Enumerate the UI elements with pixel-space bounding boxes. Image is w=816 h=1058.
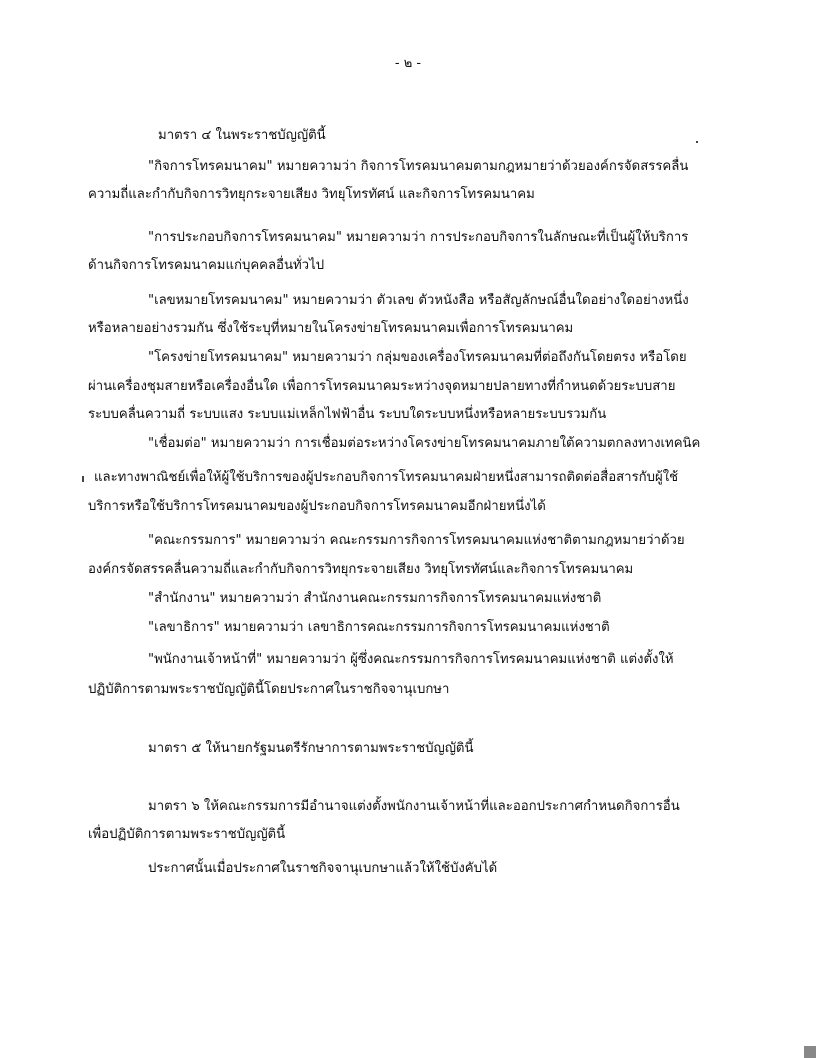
definition-telecom-operation-cont: ด้านกิจการโทรคมนาคมแก่บุคคลอื่นทั่วไป [88,258,325,273]
section-6-paragraph-2: ประกาศนั้นเมื่อประกาศในราชกิจจานุเบกษาแล้วให้ใช้บังคับได้ [148,861,498,876]
definition-telecom-network-cont2: ระบบคลื่นความถี่ ระบบแสง ระบบแม่เหล็กไฟฟ้าอื่น ระบบใดระบบหนึ่งหรือหลายระบบรวมกัน [88,407,607,422]
section-6: มาตรา ๖ ให้คณะกรรมการมีอำนาจแต่งตั้งพนักงานเจ้าหน้าที่และออกประกาศกำหนดกิจการอื่น [148,799,680,814]
section-5: มาตรา ๕ ให้นายกรัฐมนตรีรักษาการตามพระราชบัญญัตินี้ [148,741,474,756]
section-6-cont: เพื่อปฏิบัติการตามพระราชบัญญัตินี้ [88,827,286,842]
scan-edge-mark [804,1046,816,1058]
definition-competent-official-cont: ปฏิบัติการตามพระราชบัญญัตินี้โดยประกาศในราชกิจจานุเบกษา [88,682,450,697]
definition-office: "สำนักงาน" หมายความว่า สำนักงานคณะกรรมการกิจการโทรคมนาคมแห่งชาติ [148,591,602,606]
scan-speck [696,141,698,143]
page-number: - ๒ - [394,56,422,71]
definition-secretary-general: "เลขาธิการ" หมายความว่า เลขาธิการคณะกรรมการกิจการโทรคมนาคมแห่งชาติ [148,620,610,635]
definition-interconnect: "เชื่อมต่อ" หมายความว่า การเชื่อมต่อระหว่างโครงข่ายโทรคมนาคมภายใต้ความตกลงทางเทคนิค [148,436,701,451]
definition-telecom-network-cont1: ผ่านเครื่องชุมสายหรือเครื่องอื่นใด เพื่อการโทรคมนาคมระหว่างจุดหมายปลายทางที่กำหนดด้วยระบบสาย [88,379,676,394]
definition-interconnect-cont1: และทางพาณิชย์เพื่อให้ผู้ใช้บริการของผู้ประกอบกิจการโทรคมนาคมฝ่ายหนึ่งสามารถติดต่อสื่อสารกับผู้ใช้ [94,470,679,485]
definition-competent-official: "พนักงานเจ้าหน้าที่" หมายความว่า ผู้ซึ่งคณะกรรมการกิจการโทรคมนาคมแห่งชาติ แต่งตั้งให้ [148,652,674,667]
definition-telecom-number: "เลขหมายโทรคมนาคม" หมายความว่า ตัวเลข ตัวหนังสือ หรือสัญลักษณ์อื่นใดอย่างใดอย่างหนึ่ง [148,293,689,308]
definition-telecom-number-cont: หรือหลายอย่างรวมกัน ซึ่งใช้ระบุที่หมายในโครงข่ายโทรคมนาคมเพื่อการโทรคมนาคม [88,321,574,336]
scan-speck [82,476,84,482]
definition-telecom-network: "โครงข่ายโทรคมนาคม" หมายความว่า กลุ่มของเครื่องโทรคมนาคมที่ต่อถึงกันโดยตรง หรือโดย [148,350,687,365]
definition-commission: "คณะกรรมการ" หมายความว่า คณะกรรมการกิจการโทรคมนาคมแห่งชาติตามกฎหมายว่าด้วย [148,533,685,548]
definition-interconnect-cont2: บริการหรือใช้บริการโทรคมนาคมของผู้ประกอบกิจการโทรคมนาคมอีกฝ่ายหนึ่งได้ [88,499,546,514]
definition-telecom-business: "กิจการโทรคมนาคม" หมายความว่า กิจการโทรคมนาคมตามกฎหมายว่าด้วยองค์กรจัดสรรคลื่น [148,159,689,174]
section-4-heading: มาตรา ๔ ในพระราชบัญญัตินี้ [158,128,326,143]
definition-telecom-business-cont: ความถี่และกำกับกิจการวิทยุกระจายเสียง วิทยุโทรทัศน์ และกิจการโทรคมนาคม [88,187,535,202]
definition-telecom-operation: "การประกอบกิจการโทรคมนาคม" หมายความว่า การประกอบกิจการในลักษณะที่เป็นผู้ให้บริการ [148,230,689,245]
definition-commission-cont: องค์กรจัดสรรคลื่นความถี่และกำกับกิจการวิทยุกระจายเสียง วิทยุโทรทัศน์และกิจการโทรคมนาคม [88,562,634,577]
